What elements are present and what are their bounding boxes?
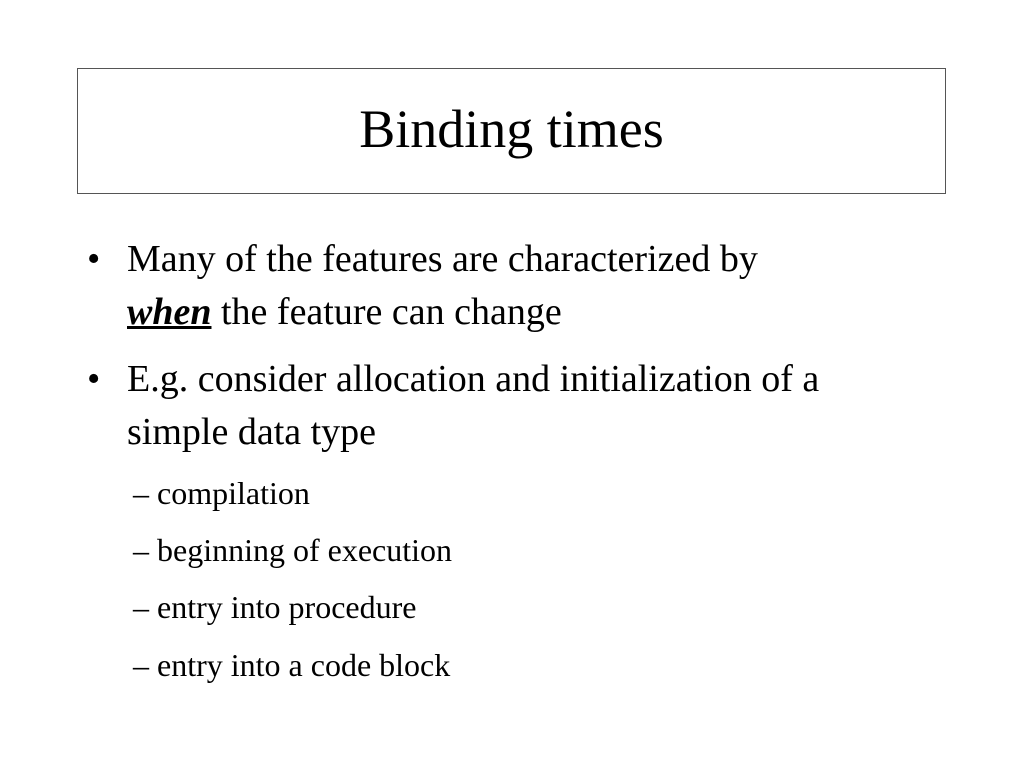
title-box <box>77 68 946 194</box>
sub-item-entry-into-procedure: – entry into procedure <box>133 589 417 625</box>
emphasis-when: when <box>127 291 212 333</box>
bullet-marker: • <box>87 238 101 280</box>
bullet-1-line-1: Many of the features are characterized by <box>127 238 758 280</box>
bullet-1-line-2-rest: the feature can change <box>211 291 562 333</box>
bullet-marker: • <box>87 358 101 400</box>
sub-item-compilation: – compilation <box>133 475 310 511</box>
bullet-2-line-1: E.g. consider allocation and initialization of a <box>127 358 820 400</box>
sub-item-entry-into-code-block: – entry into a code block <box>133 647 451 683</box>
bullet-2-line-2: simple data type <box>127 411 377 453</box>
bullet-1-line-2 <box>127 286 562 338</box>
slide-title: Binding times <box>359 99 664 159</box>
sub-item-beginning-of-execution: – beginning of execution <box>133 532 453 568</box>
